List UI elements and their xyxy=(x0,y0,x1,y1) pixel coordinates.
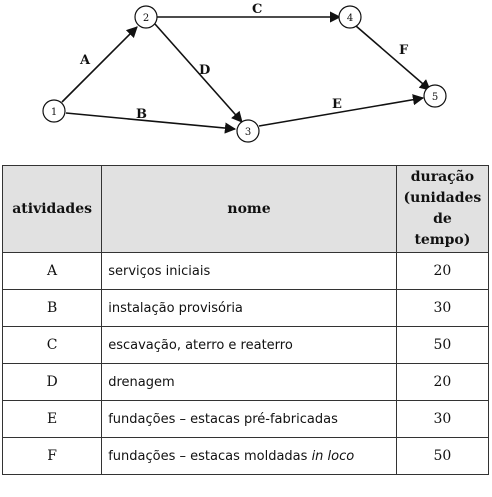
node-2-label: 2 xyxy=(142,13,150,24)
edge-label-b: B xyxy=(136,107,147,122)
activity-name xyxy=(102,253,397,290)
table-row xyxy=(3,253,489,290)
edge-a xyxy=(62,27,137,102)
activity-name-italic: in loco xyxy=(311,448,355,464)
node-4-label: 4 xyxy=(346,13,354,24)
activity-name-text: fundações – estacas pré-fabricadas xyxy=(108,411,338,427)
header-activities: atividades xyxy=(3,166,102,253)
activity-name xyxy=(102,438,397,475)
activity-name-text: fundações – estacas moldadas xyxy=(108,448,312,464)
activity-name-text: escavação, aterro e reaterro xyxy=(108,337,293,353)
table-row xyxy=(3,401,489,438)
activity-name xyxy=(102,327,397,364)
node-4 xyxy=(339,6,361,28)
edge-label-c: C xyxy=(252,2,263,17)
node-5 xyxy=(424,85,446,107)
activity-duration: 50 xyxy=(396,438,488,475)
header-duration-line2: (unidades xyxy=(403,190,482,206)
node-1 xyxy=(43,100,65,122)
activities-table-container xyxy=(2,165,489,475)
activity-code: A xyxy=(3,253,102,290)
table-row xyxy=(3,438,489,475)
activity-duration: 20 xyxy=(396,253,488,290)
header-duration xyxy=(396,166,488,253)
network-diagram xyxy=(0,0,492,160)
header-duration-line3: de tempo) xyxy=(414,211,471,248)
table-row xyxy=(3,327,489,364)
activity-name xyxy=(102,401,397,438)
edge-label-e: E xyxy=(332,97,342,112)
activity-duration: 30 xyxy=(396,290,488,327)
edge-label-f: F xyxy=(399,43,409,58)
table-row xyxy=(3,290,489,327)
activity-code: D xyxy=(3,364,102,401)
activity-code: E xyxy=(3,401,102,438)
node-3 xyxy=(237,120,259,142)
activity-name-text: serviços iniciais xyxy=(108,263,211,279)
activity-duration: 50 xyxy=(396,327,488,364)
activity-name-text: instalação provisória xyxy=(108,300,243,316)
edge-label-a: A xyxy=(80,53,91,68)
activity-duration: 20 xyxy=(396,364,488,401)
table-row xyxy=(3,364,489,401)
node-3-label: 3 xyxy=(244,127,252,138)
edge-b xyxy=(66,113,235,129)
activity-name xyxy=(102,364,397,401)
activity-duration: 30 xyxy=(396,401,488,438)
activity-code: F xyxy=(3,438,102,475)
table-header-row xyxy=(3,166,489,253)
header-name: nome xyxy=(102,166,397,253)
header-duration-line1: duração xyxy=(410,169,475,185)
activity-name-text: drenagem xyxy=(108,374,175,390)
node-1-label: 1 xyxy=(50,107,58,118)
activity-code: C xyxy=(3,327,102,364)
edge-label-d: D xyxy=(199,63,211,78)
edge-f xyxy=(356,26,430,90)
activities-table xyxy=(2,165,489,475)
activity-code: B xyxy=(3,290,102,327)
node-5-label: 5 xyxy=(431,92,439,103)
activity-name xyxy=(102,290,397,327)
node-2 xyxy=(135,6,157,28)
